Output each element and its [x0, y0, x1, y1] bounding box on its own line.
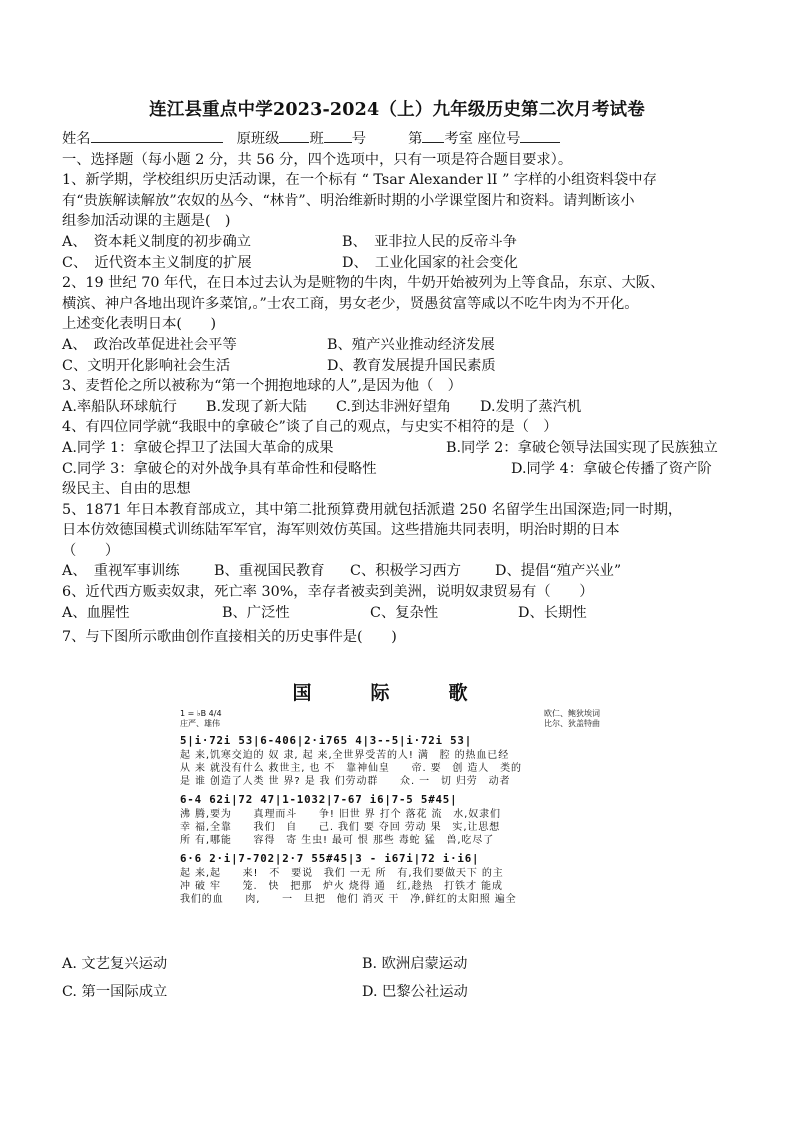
- question-6: [62, 582, 738, 623]
- q7-option-b[interactable]: B. 欧洲启蒙运动: [362, 956, 468, 972]
- q5-stem-1: 5、1871 年日本教育部成立，其中第二批预算费用就包括派遣 250 名留学生出国深造;同一时期，: [62, 501, 683, 518]
- q7-option-d[interactable]: D. 巴黎公社运动: [362, 984, 468, 1000]
- score-tempo: 庄严、雄伟: [180, 719, 220, 728]
- question-5: [62, 500, 738, 582]
- score-lyrics: 起 来,起 来! 不 要说 我们 一无 所 有,我们要做天下 的主: [180, 868, 504, 879]
- q7-stem: 7、与下图所示歌曲创作直接相关的历史事件是( ): [62, 629, 397, 646]
- q4-option-a[interactable]: A.同学 1：拿破仑捍卫了法国大革命的成果: [62, 439, 334, 456]
- q7-option-c[interactable]: C. 第一国际成立: [62, 984, 168, 1000]
- q1-stem-1: 1、新学期，学校组织历史活动课，在一个标有 “ Tsar Alexander lI ” 字样的小组资料袋中存: [62, 172, 657, 189]
- score-lyrics: 冲 破 牢 笼. 快 把那 炉火 烧得 通 红,趁热 打铁才 能成: [180, 881, 503, 892]
- q4-option-b[interactable]: B.同学 2：拿破仑领导法国实现了民族独立: [446, 439, 718, 456]
- score-lyrics: 从 来 就没有什么 救世主, 也 不 靠神仙皇 帝. 要 创 造人 类的: [180, 763, 522, 774]
- q5-option-d[interactable]: D、提倡“殖产兴业”: [495, 563, 622, 580]
- score-title: 国 际 歌: [292, 682, 488, 704]
- q3-option-c[interactable]: C.到达非洲好望角: [336, 398, 452, 415]
- q6-option-b[interactable]: B、广泛性: [222, 604, 290, 621]
- score-notes: 6·6 2·i|7-702|2·7 55#45|3 - i67i|72 i·i6|: [180, 852, 480, 865]
- score-lyrics: 幸 福,全靠 我们 自 己. 我们 要 夺回 劳动 果 实,让思想: [180, 822, 501, 833]
- score-notes: 6-4 62i|72 47|1-1032|7-67 i6|7-5 5#45|: [180, 793, 458, 806]
- name-label: 姓名: [62, 131, 91, 147]
- question-4: [62, 417, 738, 499]
- hao-label: 号: [351, 131, 367, 147]
- q2-option-a[interactable]: A、 政治改革促进社会平等: [62, 336, 237, 353]
- q3-stem: 3、麦哲伦之所以被称为“第一个拥抱地球的人”,是因为他（ ）: [62, 378, 462, 395]
- q1-option-a[interactable]: A、 资本耗义制度的初步确立: [62, 233, 252, 250]
- score-notes: 5|i·72i 53|6-406|2·i765 4|3--5|i·72i 53|: [180, 734, 473, 747]
- class-blank[interactable]: [279, 128, 309, 143]
- q1-stem-2: 有“贵族解读解放”农奴的丛今、“林肯”、明治维新时期的小学课堂图片和资料。请判断该小: [62, 192, 635, 209]
- q3-option-a[interactable]: A.率船队环球航行: [62, 398, 177, 415]
- q4-option-d[interactable]: D.同学 4：拿破仑传播了资产阶: [511, 460, 712, 477]
- exam-body: [62, 128, 738, 648]
- q5-option-a[interactable]: A、 重视军事训练: [62, 563, 180, 580]
- q1-option-d[interactable]: D、 工业化国家的社会变化: [342, 254, 518, 271]
- score-lyrics: 我们的血 肉, 一 旦把 他们 消灭 干 净,鲜红的太阳照 遍全: [180, 894, 517, 905]
- q5-stem-3: （ ）: [62, 542, 120, 559]
- q5-option-c[interactable]: C、积极学习西方: [350, 563, 462, 580]
- internationale-score: [180, 678, 600, 949]
- q2-stem-3: 上述变化表明日本( ): [62, 316, 217, 333]
- q1-option-c[interactable]: C、 近代资本主义制度的扩展: [62, 254, 252, 271]
- q3-option-d[interactable]: D.发明了蒸汽机: [480, 398, 582, 415]
- q5-stem-2: 日本仿效德国模式训练陆军军官，海军则效仿英国。这些措施共同表明，明治时期的日本: [62, 522, 620, 539]
- name-blank[interactable]: [91, 128, 223, 143]
- question-3: [62, 376, 738, 417]
- q4-option-c[interactable]: C.同学 3：拿破仑的对外战争具有革命性和侵略性: [62, 460, 377, 477]
- score-sheet: [180, 709, 600, 949]
- score-lyrics: 沸 腾,要为 真理而斗 争! 旧世 界 打个 落花 流 水,奴隶们: [180, 809, 501, 820]
- q4-option-d-cont: 级民主、自由的思想: [62, 481, 191, 498]
- q4-stem: 4、有四位同学就“我眼中的拿破仑”谈了自己的观点，与史实不相符的是（ ）: [62, 419, 558, 436]
- question-2: [62, 273, 738, 376]
- q2-stem-2: 横滨、神户各地出现许多菜馆,。”士农工商，男女老少，贤愚贫富等咸以不吃牛肉为不开化。: [62, 295, 639, 312]
- score-composer: 比尔、狄盖特曲: [544, 719, 600, 728]
- number-blank[interactable]: [324, 128, 352, 143]
- score-lyrics: 是 谁 创造了人类 世 界? 是 我 们劳动群 众. 一 切 归劳 动者: [180, 776, 511, 787]
- section-heading: 一、选择题（每小题 2 分，共 56 分，四个选项中，只有一项是符合题目要求）。: [62, 151, 573, 168]
- score-row: [180, 733, 600, 788]
- q6-option-c[interactable]: C、复杂性: [370, 604, 439, 621]
- q7-option-a[interactable]: A. 文艺复兴运动: [62, 956, 168, 972]
- q1-option-b[interactable]: B、 亚非拉人民的反帝斗争: [342, 233, 517, 250]
- score-key: 1 = ♭B 4/4: [180, 709, 222, 718]
- q2-option-c[interactable]: C、文明开化影响社会生活: [62, 357, 231, 374]
- exam-title: 连江县重点中学2023-2024（上）九年级历史第二次月考试卷: [149, 100, 645, 120]
- di-label: 第: [408, 131, 423, 147]
- student-info-line: [62, 128, 738, 150]
- room-blank[interactable]: [422, 128, 444, 143]
- q2-stem-1: 2、19 世纪 70 年代，在日本过去认为是赃物的牛肉，牛奶开始被列为上等食品，东京、大阪、: [62, 275, 665, 292]
- q1-stem-3: 组参加活动课的主题是( ): [62, 213, 231, 230]
- score-lyrics: 起 来,饥寒交迫的 奴 隶, 起 来,全世界受苦的人! 满 腔 的热血已经: [180, 750, 510, 761]
- score-row: [180, 792, 600, 847]
- q2-option-b[interactable]: B、殖产兴业推动经济发展: [327, 336, 495, 353]
- q2-option-d[interactable]: D、教育发展提升国民素质: [327, 357, 496, 374]
- q3-option-b[interactable]: B.发现了新大陆: [206, 398, 307, 415]
- q6-stem: 6、近代西方贩卖奴隶，死亡率 30%，幸存者被卖到美洲，说明奴隶贸易有（ ）: [62, 584, 594, 601]
- score-lyricist: 欧仁、鲍狄埃词: [544, 709, 600, 718]
- seat-blank[interactable]: [520, 128, 560, 143]
- score-row: [180, 851, 600, 906]
- class-label: 原班级: [236, 131, 280, 147]
- ban-label: 班: [309, 131, 324, 147]
- score-lyrics: 所 有,哪能 容得 寄 生虫! 最可 恨 那些 毒蛇 猛 兽,吃尽了: [180, 835, 495, 846]
- question-7: [62, 627, 738, 648]
- room-seat-label: 考室 座位号: [444, 131, 521, 147]
- q6-option-d[interactable]: D、长期性: [518, 604, 587, 621]
- question-1: [62, 170, 738, 273]
- q5-option-b[interactable]: B、重视国民教育: [214, 563, 325, 580]
- q6-option-a[interactable]: A、血腥性: [62, 604, 130, 621]
